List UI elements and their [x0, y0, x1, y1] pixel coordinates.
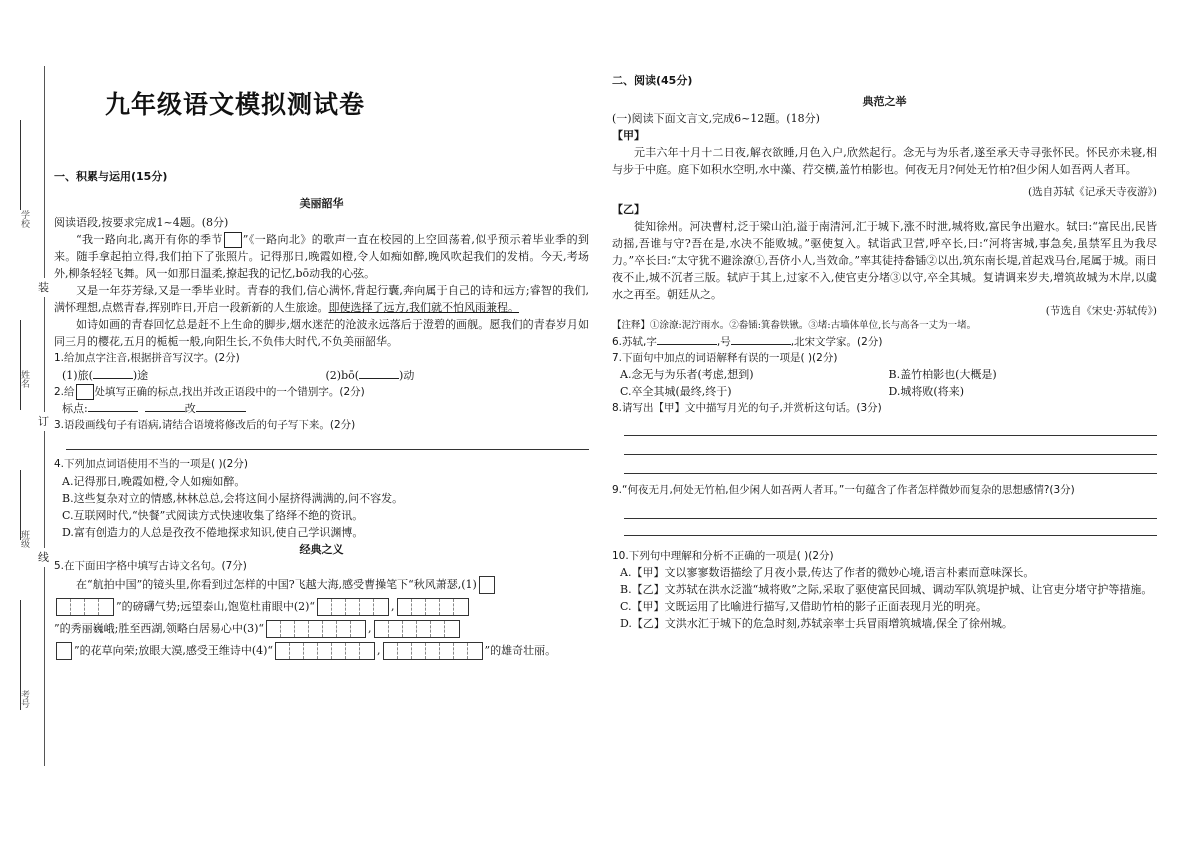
q5-grid-4b[interactable] — [383, 642, 483, 660]
source-jia: (选自苏轼《记承天寺夜游》) — [1028, 186, 1157, 199]
q2-correct-blank[interactable] — [196, 411, 246, 412]
underlined-sentence: 即使选择了远方,我们就不怕风雨兼程。 — [328, 301, 519, 315]
section2 — [612, 72, 1157, 632]
binding-label-name: 姓名 — [19, 370, 29, 388]
q9-answer-line-1[interactable] — [624, 518, 1157, 519]
q10-option-a[interactable]: A.【甲】文以寥寥数语描绘了月夜小景,传达了作者的微妙心境,语言朴素而意味深长。 — [620, 566, 1035, 580]
passage-jia: 元丰六年十月十二日夜,解衣欲睡,月色入户,欣然起行。念无与为乐者,遂至承天寺寻张怀民。怀民亦未寝,相与步于中庭。庭下如积水空明,水中藻、荇交横,盖竹柏影也。何夜无月?何处无竹柏?但少闲人如吾两人者耳。 — [612, 146, 1157, 177]
question-8: 8.请写出【甲】文中描写月光的句子,并赏析这句话。(3分) — [612, 402, 882, 415]
passage-paragraph-3: 如诗如画的青春回忆总是赶不上生命的脚步,烟水迷茫的沧波永远落后于澄碧的画舰。愿我们的青春岁月如同三月的樱花,五月的栀栀一般,向阳生长,不负伟大时代,不负美丽韶华。 — [54, 318, 589, 349]
passage-paragraph-2: 又是一年芬芳绿,又是一季毕业时。青春的我们,信心满怀,背起行囊,奔向属于自己的诗和远方;睿智的我们,满怀理想,点燃青春,挥别昨日,开启一段新新的人生旅途。即使选择了远方,我们就不怕风雨兼程。 — [54, 284, 589, 315]
q-intro-1-4: 阅读语段,按要求完成1~4题。(8分) — [54, 216, 229, 230]
q7-options-row2 — [612, 383, 1157, 400]
binding-label-number: 考号 — [19, 690, 29, 708]
q-intro-6-12: (一)阅读下面文言文,完成6~12题。(18分) — [612, 112, 820, 126]
q5-grid-3b[interactable] — [374, 620, 460, 638]
q6-blank-hao[interactable] — [731, 344, 791, 345]
q3-answer-line[interactable] — [66, 449, 589, 450]
q1-item-2: (2)bō( )动 — [325, 368, 415, 382]
q1-blank-2[interactable] — [359, 378, 399, 379]
passage-title-meili: 美丽韶华 — [299, 197, 344, 211]
question-2: 2.给 处填写正确的标点,找出并改正语段中的一个错别字。(2分) — [54, 385, 365, 398]
punctuation-box[interactable] — [224, 232, 242, 248]
q8-answer-line-1[interactable] — [624, 435, 1157, 436]
q4-option-c[interactable]: C.互联网时代,“快餐”式阅读方式快速收集了络绎不绝的资讯。 — [62, 508, 364, 522]
q7-option-b[interactable]: B.盖竹柏影也(大概是) — [888, 368, 997, 382]
q7-options-row1 — [612, 366, 1157, 383]
q4-option-d[interactable]: D.富有创造力的人总是孜孜不倦地探求知识,使自己学识渊博。 — [62, 525, 364, 539]
question-5: 5.在下面田字格中填写古诗文名句。(7分) — [54, 559, 247, 572]
q2-wrong-blank[interactable] — [145, 411, 185, 412]
passage-title-jingdian: 经典之义 — [299, 542, 344, 556]
q5-text: 在“航拍中国”的镜头里,你看到过怎样的中国?飞越大海,感受曹操笔下“秋风萧瑟,(1) ”的磅礴气势;远望泰山,饱览杜甫眼中(2)“ , ”的秀丽巍峨;胜至西湖,领略白居易心中(3)“ , ”的花草向荣;放眼大漠,感受王维诗中(4)“ , ”的雄奇壮丽。 — [54, 574, 589, 662]
q5-grid-1b[interactable] — [56, 598, 114, 616]
q5-grid-3c[interactable] — [56, 642, 72, 660]
q5-grid-4a[interactable] — [275, 642, 375, 660]
binding-label-class: 班级 — [19, 530, 29, 548]
q6-blank-zi[interactable] — [657, 344, 717, 345]
q10-option-d[interactable]: D.【乙】文洪水汇于城下的危急时刻,苏轼亲率士兵冒雨增筑城墙,保全了徐州城。 — [620, 617, 1013, 631]
label-yi: 【乙】 — [612, 202, 645, 216]
page-title: 九年级语文模拟测试卷 — [105, 90, 366, 119]
q10-option-c[interactable]: C.【甲】文既运用了比喻进行描写,又借助竹柏的影子正面表现月光的明亮。 — [620, 600, 988, 614]
q10-option-b[interactable]: B.【乙】文苏轼在洪水泛滥“城将败”之际,采取了驱使富民回城、调动军队筑堤护城、让官吏分堵守护等措施。 — [620, 583, 1153, 597]
passage-title-dianfan: 典范之举 — [862, 95, 907, 109]
q5-grid-1[interactable] — [479, 576, 495, 594]
q4-option-a[interactable]: A.记得那日,晚霞如橙,令人如痴如醉。 — [62, 474, 246, 488]
question-2-fill: 标点: 改 — [54, 400, 589, 417]
question-7: 7.下面句中加点的词语解释有误的一项是( )(2分) — [612, 352, 838, 365]
q1-blank-1[interactable] — [93, 378, 133, 379]
binding-blank-school[interactable] — [20, 120, 21, 210]
question-3: 3.语段画线句子有语病,请结合语境将修改后的句子写下来。(2分) — [54, 419, 356, 432]
q2-box — [76, 384, 94, 400]
q5-grid-2a[interactable] — [317, 598, 389, 616]
q5-grid-3a[interactable] — [266, 620, 366, 638]
binding-label-school: 学校 — [19, 210, 29, 228]
question-4: 4.下列加点词语使用不当的一项是( )(2分) — [54, 458, 248, 471]
q8-answer-line-3[interactable] — [624, 473, 1157, 474]
annotation-note: 【注释】①涂潦:泥泞雨水。②畚锸:箕畚铁锹。③堵:古墙体单位,长与高各一丈为一堵。 — [612, 320, 977, 332]
binding-margin — [0, 0, 52, 849]
question-10: 10.下列句中理解和分析不正确的一项是( )(2分) — [612, 549, 834, 562]
binding-blank-name[interactable] — [20, 320, 21, 410]
question-9: 9.“何夜无月,何处无竹柏,但少闲人如吾两人者耳。”一句蕴含了作者怎样微妙而复杂的思想感情?(3分) — [612, 483, 1075, 496]
q8-answer-line-2[interactable] — [624, 454, 1157, 455]
question-6: 6.苏轼,字 ,号 ,北宋文学家。(2分) — [612, 335, 883, 348]
cut-mark-ding: 订 — [38, 412, 49, 431]
q2-punct-blank[interactable] — [88, 411, 138, 412]
section2-title: 二、阅读(45分) — [612, 74, 693, 87]
cut-mark-xian: 线 — [38, 548, 49, 567]
section1 — [54, 168, 589, 662]
cut-mark-zhuang: 装 — [38, 278, 49, 297]
q7-option-d[interactable]: D.城将败(将来) — [888, 385, 965, 399]
q5-grid-2b[interactable] — [397, 598, 469, 616]
passage-paragraph-1: “我一路向北,离开有你的季节 ”《一路向北》的歌声一直在校园的上空回荡着,似乎预示着毕业季的到来。随手拿起拍立得,我们拍下了张照片。记得那日,晚霞如橙,令人如痴如醉,晚风吹起我们的发梢。今天,考场外,柳条轻轻飞舞。风一如那日温柔,撩起我的记忆,bō动我的心弦。 — [54, 233, 589, 281]
question-1: 1.给加点字注音,根据拼音写汉字。(2分) — [54, 352, 240, 365]
q7-option-c[interactable]: C.卒全其城(最终,终于) — [620, 385, 732, 399]
q7-option-a[interactable]: A.念无与为乐者(考虑,想到) — [620, 368, 754, 382]
source-yi: (节选自《宋史·苏轼传》) — [1045, 304, 1157, 317]
label-jia: 【甲】 — [612, 129, 645, 143]
q1-item-1: (1)旅( )途 — [62, 368, 149, 382]
q9-answer-line-2[interactable] — [624, 535, 1157, 536]
question-1-items — [54, 367, 589, 384]
q4-option-b[interactable]: B.这些复杂对立的情感,林林总总,会将这间小屋挤得满满的,问不容发。 — [62, 491, 404, 505]
passage-yi: 徙知徐州。河决曹村,泛于梁山泊,溢于南清河,汇于城下,涨不时泄,城将败,富民争出避水。轼曰:“富民出,民皆动摇,吾谁与守?吾在是,水决不能败城。”驱使复入。轼诣武卫营,呼卒长,曰:“河将害城,事急矣,虽禁军且为我尽力。”卒长曰:“太守犹不避涂潦①,吾侪小人,当效命。”率其徒持畚锸②以出,筑东南长堤,首起戏马台,尾属于城。雨日夜不止,城不沉者三版。轼庐于其上,过家不入,使官吏分堵③以守,卒全其城。复请调来岁夫,增筑故城为木岸,以虞水之再至。朝廷从之。 — [612, 219, 1157, 301]
section1-title: 一、积累与运用(15分) — [54, 170, 168, 183]
